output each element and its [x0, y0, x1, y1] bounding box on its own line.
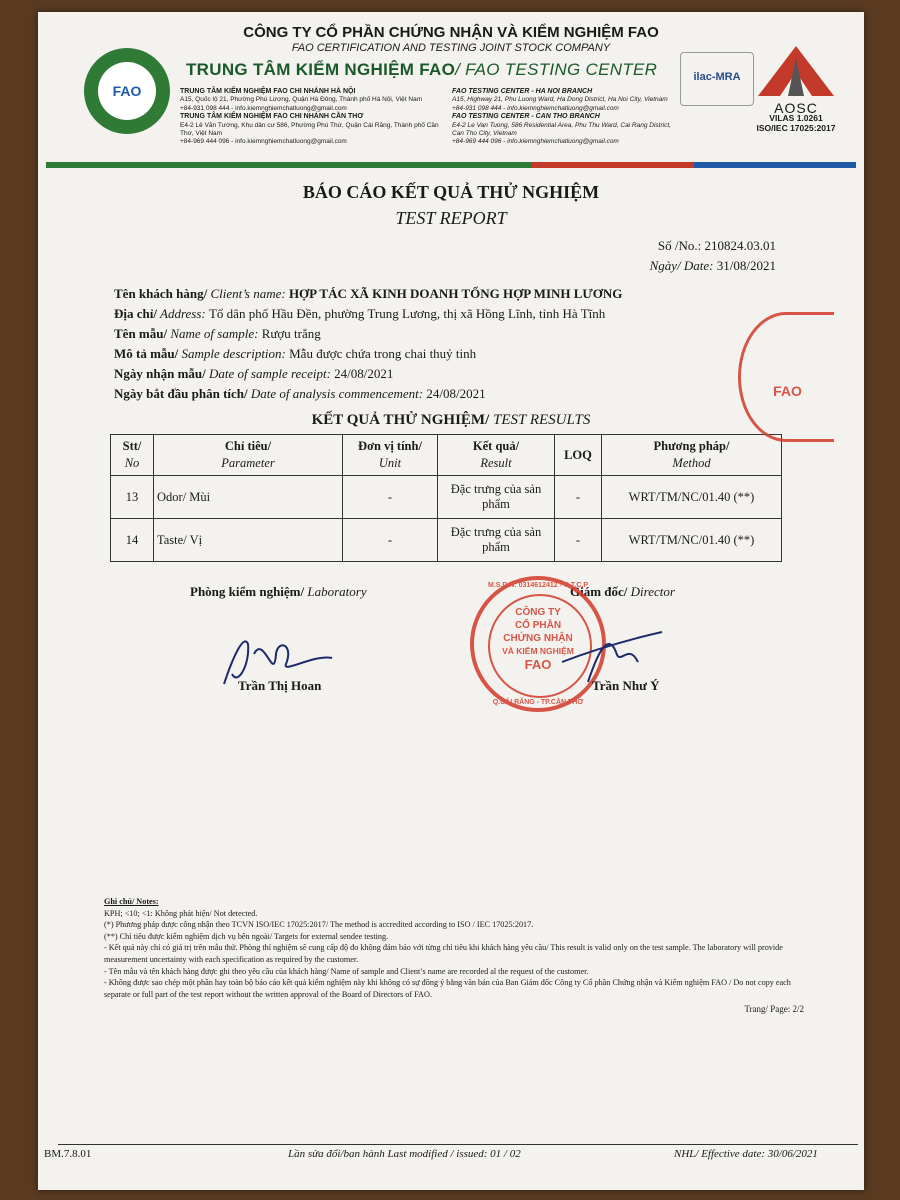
- ct-branch-contact: +84-969 444 096 - info.kiemnghiemchatluong@gmail.com: [180, 138, 347, 146]
- note-3: (**) Chỉ tiêu được kiểm nghiệm dịch vụ bên ngoài/ Targets for external sendee testing.: [104, 931, 389, 941]
- report-page: [38, 12, 864, 1190]
- results-heading: [38, 412, 864, 429]
- row-unit: -: [343, 476, 438, 519]
- analysis-date-value: 24/08/2021: [426, 386, 486, 401]
- hn-branch-title-en: FAO TESTING CENTER - HA NOI BRANCH: [452, 88, 593, 95]
- hn-branch-title: TRUNG TÂM KIỂM NGHIỆM FAO CHI NHÁNH HÀ NỘI: [180, 88, 356, 95]
- aosc-triangle-icon: [754, 44, 838, 98]
- footer-divider: [58, 1144, 858, 1145]
- address-label: Địa chỉ/: [114, 306, 157, 321]
- center-title-vi: TRUNG TÂM KIỂM NGHIỆM FAO: [186, 60, 456, 79]
- description-label-en: Sample description:: [178, 346, 290, 361]
- ilac-mra-text: ilac-MRA: [693, 71, 741, 83]
- stamp-ring-top: M.S.D.N: 0314612412 - C.T.C.P: [488, 582, 588, 589]
- fao-logo-text: FAO: [98, 62, 156, 120]
- client-label-en: Client’s name:: [207, 286, 289, 301]
- client-info: [114, 284, 622, 404]
- sample-label: Tên mẫu/: [114, 326, 168, 341]
- col-loq: LOQ: [555, 435, 602, 476]
- hn-branch-contact: +84-931 098 444 - info.kiemnghiemchatluong@gmail.com: [180, 104, 347, 112]
- hn-branch-address-en: A15, Highway 21, Phu Luong Ward, Ha Dong District, Ha Noi City, Vietnam: [452, 96, 668, 104]
- receipt-date-label: Ngày nhận mẫu/: [114, 366, 206, 381]
- table-row: [111, 519, 782, 562]
- row-parameter: Taste/ Vị: [154, 519, 343, 562]
- results-table: [110, 434, 782, 562]
- hn-branch-address: A15, Quốc lộ 21, Phường Phú Lương, Quận Hà Đông, Thành phố Hà Nội, Việt Nam: [180, 96, 423, 104]
- col-unit: Đơn vị tính/ Unit: [343, 435, 438, 476]
- ct-branch-title-en: FAO TESTING CENTER - CAN THO BRANCH: [452, 113, 600, 121]
- address-label-en: Address:: [156, 306, 209, 321]
- client-label: Tên khách hàng/: [114, 286, 208, 301]
- report-date: [650, 258, 776, 274]
- results-heading-vi: KẾT QUẢ THỬ NGHIỆM/: [311, 412, 494, 428]
- effective-date: NHL/ Effective date: 30/06/2021: [674, 1148, 818, 1160]
- sample-value: Rượu trắng: [261, 326, 321, 341]
- note-6: - Không được sao chép một phần hay toàn bộ báo cáo kết quả kiểm nghiệm này khi không có sự đồng ý bằng văn bản của Ban Giám đốc Công ty Cổ phần Chứng nhận và Kiểm nghiệm FAO / Do not copy each separate or full part of the test report without the written approval of the Board of Directors of FAO.: [104, 978, 791, 999]
- ct-branch-address-en: E4-2 Le Van Tuong, 586 Residential Area, Phu Thu Ward, Cai Rang District, Can Tho City, Vietnam: [452, 121, 671, 138]
- row-parameter: Odor/ Mùi: [154, 476, 343, 519]
- note-1: KPH; <10; <1: Không phát hiện/ Not detected.: [104, 908, 258, 918]
- row-result: Đặc trưng của sản phẩm: [438, 476, 555, 519]
- company-name: CÔNG TY CỔ PHẦN CHỨNG NHẬN VÀ KIỂM NGHIỆM FAO: [243, 24, 659, 41]
- lab-signature-block: [190, 584, 367, 600]
- client-name: HỢP TÁC XÃ KINH DOANH TỔNG HỢP MINH LƯƠNG: [288, 286, 623, 301]
- report-number-label: Số /No.:: [657, 238, 705, 253]
- row-loq: -: [555, 519, 602, 562]
- table-header-row: [111, 435, 782, 476]
- stamp-line-5: FAO: [524, 657, 552, 672]
- note-4: - Kết quả này chỉ có giá trị trên mẫu thử. Phòng thí nghiệm sẽ cung cấp độ đo không đảm bảo với từng chỉ tiêu khi khách hàng yêu cầu/ This result is valid only on the test sample. The laboratory will provide measurement uncertainty with each specification as required by the customer.: [104, 943, 783, 964]
- stamp-ring-bottom: Q.CÁI RĂNG - TP.CẦN THƠ: [492, 699, 584, 706]
- table-row: [111, 476, 782, 519]
- branch-info-vi: [180, 88, 450, 147]
- report-number-value: 210824.03.01: [704, 238, 776, 253]
- receipt-date-value: 24/08/2021: [334, 366, 394, 381]
- page-number: Trang/ Page: 2/2: [744, 1004, 804, 1015]
- analysis-date-label-en: Date of analysis commencement:: [247, 386, 427, 401]
- side-stamp: [738, 312, 834, 442]
- stamp-line-1: CÔNG TY: [515, 607, 561, 618]
- director-label-en: Director: [627, 584, 675, 599]
- stamp-line-2: CỔ PHẦN: [514, 620, 562, 631]
- branch-info-en: [452, 88, 672, 147]
- col-method: Phương pháp/ Method: [602, 435, 782, 476]
- col-no: Stt/ No: [111, 435, 154, 476]
- aosc-text: AOSC: [774, 100, 818, 116]
- company-name-en: FAO CERTIFICATION AND TESTING JOINT STOCK COMPANY: [291, 42, 611, 54]
- analysis-date-label: Ngày bắt đầu phân tích/: [114, 386, 248, 401]
- row-no: 14: [111, 519, 154, 562]
- notes-title: Ghi chú/ Notes:: [104, 897, 159, 906]
- row-unit: -: [343, 519, 438, 562]
- director-name: Trần Như Ý: [592, 678, 660, 693]
- note-2: (*) Phương pháp được công nhận theo TCVN ISO/IEC 17025:2017/ The method is accredited according to ISO / IEC 17025:2017.: [104, 920, 534, 930]
- row-result: Đặc trưng của sản phẩm: [438, 519, 555, 562]
- report-date-label: Ngày/ Date:: [649, 258, 717, 273]
- vilas-text: VILAS 1.0261: [769, 113, 823, 123]
- ct-branch-title: TRUNG TÂM KIỂM NGHIỆM FAO CHI NHÁNH CẦN THƠ: [180, 113, 364, 121]
- form-code: BM.7.8.01: [44, 1148, 92, 1160]
- ct-branch-contact-en: +84-969 444 096 - info.kiemnghiemchatluong@gmail.com: [452, 138, 619, 146]
- report-title-en: TEST REPORT: [395, 208, 507, 228]
- stamp-line-3: CHỨNG NHẬN: [503, 633, 573, 644]
- header-divider: [46, 162, 856, 168]
- col-parameter: Chỉ tiêu/ Parameter: [154, 435, 343, 476]
- sample-label-en: Name of sample:: [167, 326, 262, 341]
- row-method: WRT/TM/NC/01.40 (**): [602, 476, 782, 519]
- note-5: - Tên mẫu và tên khách hàng được ghi theo yêu cầu của khách hàng/ Name of sample and Client’s name are recorded al the request of the customer.: [104, 966, 589, 976]
- description-label: Mô tả mẫu/: [114, 346, 179, 361]
- row-no: 13: [111, 476, 154, 519]
- row-loq: -: [555, 476, 602, 519]
- lab-label: Phòng kiểm nghiệm/: [190, 584, 305, 599]
- fao-logo: [84, 48, 170, 134]
- iso-text: ISO/IEC 17025:2017: [756, 123, 836, 133]
- receipt-date-label-en: Date of sample receipt:: [205, 366, 335, 381]
- lab-name: Trần Thị Hoan: [238, 678, 322, 693]
- notes: [104, 896, 804, 1016]
- center-title-en: / FAO TESTING CENTER: [455, 60, 658, 79]
- lab-label-en: Laboratory: [304, 584, 367, 599]
- row-method: WRT/TM/NC/01.40 (**): [602, 519, 782, 562]
- director-label: Giám đốc/: [570, 584, 628, 599]
- description-value: Mẫu được chứa trong chai thuỷ tinh: [289, 346, 477, 361]
- report-number: [658, 238, 776, 254]
- ct-branch-address: E4-2 Lê Văn Tường, Khu dân cư 586, Phường Phú Thứ, Quận Cái Răng, Thành phố Cần Thơ, Việt Nam: [180, 121, 439, 138]
- ilac-mra-logo: [680, 52, 754, 106]
- hn-branch-contact-en: +84-931 098 444 - info.kiemnghiemchatluong@gmail.com: [452, 104, 619, 112]
- col-result: Kết quả/ Result: [438, 435, 555, 476]
- last-modified: Lần sửa đổi/ban hành Last modified / issued: 01 / 02: [288, 1148, 521, 1160]
- side-stamp-fao: FAO: [773, 383, 802, 399]
- stamp-line-4: VÀ KIỂM NGHIỆM: [502, 646, 574, 656]
- testing-center-title: [186, 60, 657, 80]
- aosc-logo: [754, 44, 838, 140]
- results-heading-en: TEST RESULTS: [493, 412, 591, 428]
- report-date-value: 31/08/2021: [716, 258, 776, 273]
- report-title: BÁO CÁO KẾT QUẢ THỬ NGHIỆM: [302, 182, 600, 202]
- address-value: Tổ dân phố Hầu Đền, phường Trung Lương, thị xã Hồng Lĩnh, tỉnh Hà Tĩnh: [208, 306, 606, 321]
